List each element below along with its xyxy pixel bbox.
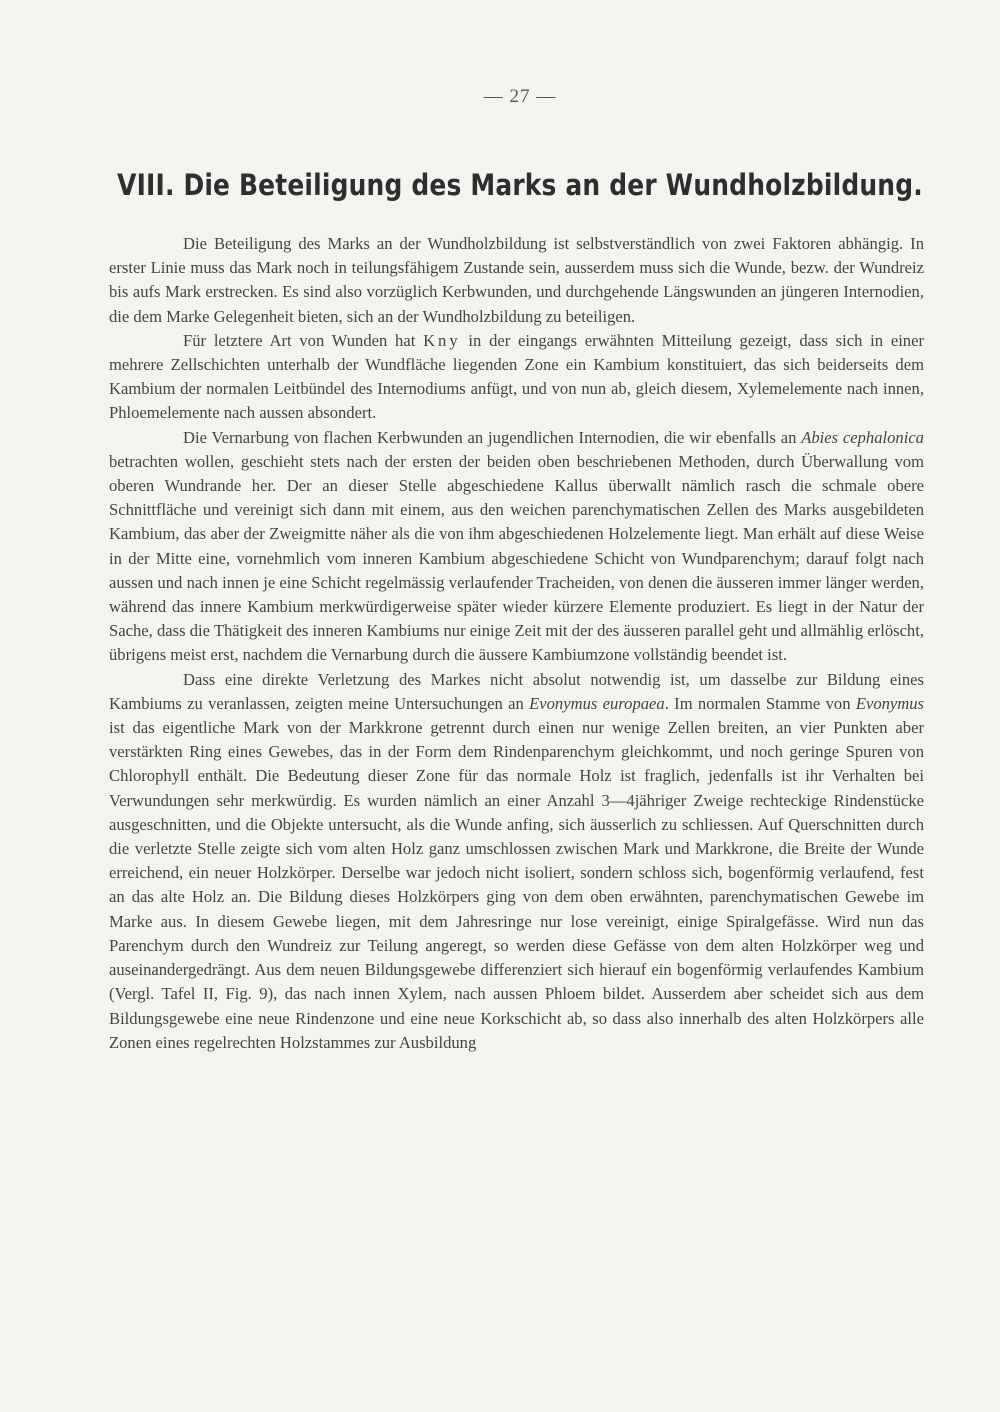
- paragraph-1-text: Die Beteiligung des Marks an der Wundholzbildung ist selbstverständlich von zwei Faktoren abhängig. In erster Linie muss das Mark noch in teilungsfähigem Zustande sein, ausserdem muss sich die Wunde, bezw. der Wundreiz bis aufs Mark erstrecken. Es sind also vorzüglich Kerbwunden, und durchgehende Längswunden an jüngeren Internodien, die dem Marke Gelegenheit bieten, sich an der Wundholzbildung zu beteiligen.: [109, 234, 924, 326]
- paragraph-2-text-before: Für letztere Art von Wunden hat: [183, 330, 424, 350]
- paragraph-2: [109, 329, 924, 426]
- page-number: — 27 —: [483, 86, 557, 107]
- paragraph-4-text-before: Dass eine direkte Verletzung des Markes nicht absolut notwendig ist, um dasselbe zur Bildung eines Kambiums zu veranlassen, zeigten meine Untersuchungen an: [109, 669, 924, 713]
- author-name-spaced: Kny: [423, 330, 461, 350]
- paragraph-3-text-after: betrachten wollen, geschieht stets nach der ersten der beiden oben beschriebenen Methoden, durch Überwallung vom oberen Wundrande her. Der an dieser Stelle abgeschiedene Kallus überwallt nämlich rasch die schmale obere Schnittfläche und vereinigt sich dann mit einem, aus den weichen parenchymatischen Zellen des Marks ausgebildeten Kambium, das aber der Zweigmitte näher als die von ihm abgeschiedenen Holzelemente liegt. Man erhält auf diese Weise in der Mitte eine, vornehmlich vom inneren Kambium abgeschiedene Schicht von Wundparenchym; darauf folgt nach aussen und nach innen je eine Schicht regelmässig verlaufender Tracheiden, von denen die äusseren immer länger werden, während das innere Kambium merkwürdigerweise später wieder kürzere Elemente produziert. Es liegt in der Natur der Sache, dass die Thätigkeit des inneren Kambiums nur einige Zeit mit der des äusseren parallel geht und allmählig erlöscht, übrigens meist erst, nachdem die Vernarbung durch die äussere Kambiumzone vollständig beendet ist.: [109, 451, 924, 665]
- species-name-italic: Abies cephalonica: [801, 427, 924, 447]
- species-name-italic: Evonymus europaea: [529, 693, 665, 713]
- body-text: [109, 232, 924, 1055]
- chapter-title: VIII. Die Beteiligung des Marks an der Wundholzbildung.: [117, 168, 923, 202]
- paragraph-1: [109, 232, 924, 329]
- paragraph-2-text-after: in der eingangs erwähnten Mitteilung gezeigt, dass sich in einer mehrere Zellschichten unterhalb der Wundfläche liegenden Zone ein Kambium konstituiert, das sich beiderseits dem Kambium der normalen Leitbündel des Internodiums anfügt, und von nun ab, gleich diesem, Xylemelemente nach innen, Phloemelemente nach aussen absondert.: [109, 330, 924, 423]
- genus-name-italic: Evonymus: [855, 693, 925, 713]
- paragraph-4-text-middle: . Im normalen Stamme von: [664, 693, 856, 713]
- paragraph-4-text-after: ist das eigentliche Mark von der Markkrone getrennt durch einen nur wenige Zellen breiten, an vier Punkten aber verstärkten Ring eines Gewebes, das in der Form dem Rindenparenchym gleichkommt, und noch geringe Spuren von Chlorophyll enthält. Die Bedeutung dieser Zone für das normale Holz ist fraglich, jedenfalls ist ihr Verhalten bei Verwundungen sehr merkwürdig. Es wurden nämlich an einer Anzahl 3—4jähriger Zweige rechteckige Rindenstücke ausgeschnitten, und die Objekte untersucht, als die Wunde anfing, sich äusserlich zu schliessen. Auf Querschnitten durch die verletzte Stelle zeigte sich vom alten Holz ganz umschlossen zwischen Mark und Markkrone, die Breite der Wunde erreichend, ein neuer Holzkörper. Derselbe war jedoch nicht isoliert, sondern schloss sich, bogenförmig verlaufend, fest an das alte Holz an. Die Bildung dieses Holzkörpers ging von dem oben erwähnten, parenchymatischen Gewebe im Marke aus. In diesem Gewebe liegen, mit dem Jahresringe nur lose vereinigt, einige Spiralgefässe. Wird nun das Parenchym durch den Wundreiz zur Teilung angeregt, so werden diese Gefässe von dem alten Holzkörper weg und auseinandergedrängt. Aus dem neuen Bildungsgewebe differenziert sich hierauf ein bogenförmig verlaufendes Kambium (Vergl. Tafel II, Fig. 9), das nach innen Xylem, nach aussen Phloem bildet. Ausserdem aber scheidet sich aus dem Bildungsgewebe eine neue Rindenzone und eine neue Korkschicht ab, so dass also innerhalb des alten Holzkörpers alle Zonen eines regelrechten Holzstammes zur Ausbildung: [109, 718, 924, 1052]
- paragraph-4: [109, 668, 924, 1055]
- paragraph-3-text-before: Die Vernarbung von flachen Kerbwunden an jugendlichen Internodien, die wir ebenfalls an: [183, 427, 802, 447]
- paragraph-3: [109, 426, 924, 668]
